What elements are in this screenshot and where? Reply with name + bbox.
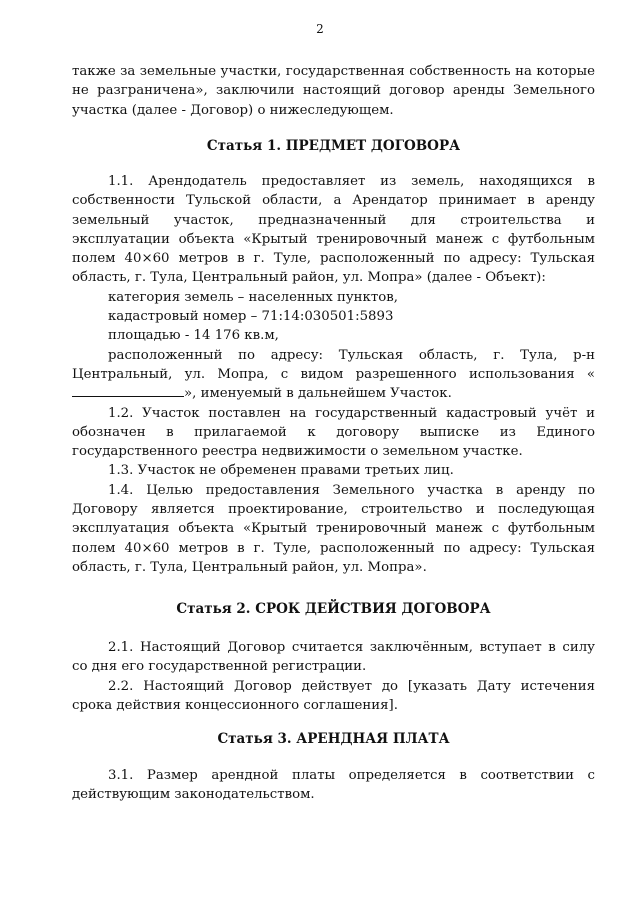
cadastral-number: кадастровый номер – 71:14:030501:5893 [108, 309, 394, 325]
section-2-heading: Статья 2. СРОК ДЕЙСТВИЯ ДОГОВОРА [176, 601, 491, 617]
land-location [72, 346, 595, 404]
intro-text: также за земельные участки, государственная собственность на которые не разграничена», заключили настоящий договор аренды Земельного участка (далее - Договор) о нижеследующем. [72, 64, 595, 118]
section-1-body [72, 172, 595, 577]
clause-2-2: 2.2. Настоящий Договор действует до [указать Дату истечения срока действия концессионного соглашения]. [72, 678, 595, 713]
clause-2-1: 2.1. Настоящий Договор считается заключённым, вступает в силу со дня его государственной регистрации. [72, 640, 595, 675]
section-2-body [72, 638, 595, 715]
page-number: 2 [316, 22, 324, 36]
section-1-heading: Статья 1. ПРЕДМЕТ ДОГОВОРА [206, 138, 461, 154]
land-category: категория земель – населенных пунктов, [108, 289, 398, 305]
intro-paragraph [72, 62, 595, 120]
clause-1-2: 1.2. Участок поставлен на государственный кадастровый учёт и обозначен в прилагаемой к договору выписке из Единого государственного реестра недвижимости о земельном участке. [72, 405, 595, 460]
clause-1-1: 1.1. Арендодатель предоставляет из земель, находящихся в собственности Тульской области, а Арендатор принимает в аренду земельный участок, предназначенный для строительства и эксплуатации объекта «Крытый тренировочный манеж с футбольным полем 40×60 метров в г. Туле, расположенный по адресу: Тульская область, г. Тула, Центральный район, ул. Мопра» (далее - Объект): [72, 174, 595, 286]
clause-1-4: 1.4. Целью предоставления Земельного участка в аренду по Договору является проектирование, строительство и последующая эксплуатация объекта «Крытый тренировочный манеж с футбольным полем 40×60 метров в г. Туле, расположенный по адресу: Тульская область, г. Тула, Центральный район, ул. Мопра». [72, 482, 595, 575]
section-3-heading: Статья 3. АРЕНДНАЯ ПЛАТА [217, 731, 450, 747]
land-location-text: расположенный по адресу: Тульская область, г. Тула, р-н Центральный, ул. Мопра, с видом разрешенного использования « [72, 347, 595, 382]
land-area: площадью - 14 176 кв.м, [108, 328, 279, 344]
clause-3-1: 3.1. Размер арендной платы определяется в соответствии с действующим законодательством. [72, 768, 595, 803]
permitted-use-blank [72, 385, 184, 397]
clause-1-3: 1.3. Участок не обременен правами третьих лиц. [108, 463, 454, 479]
section-3-body [72, 766, 595, 805]
land-location-tail: », именуемый в дальнейшем Участок. [184, 386, 452, 402]
